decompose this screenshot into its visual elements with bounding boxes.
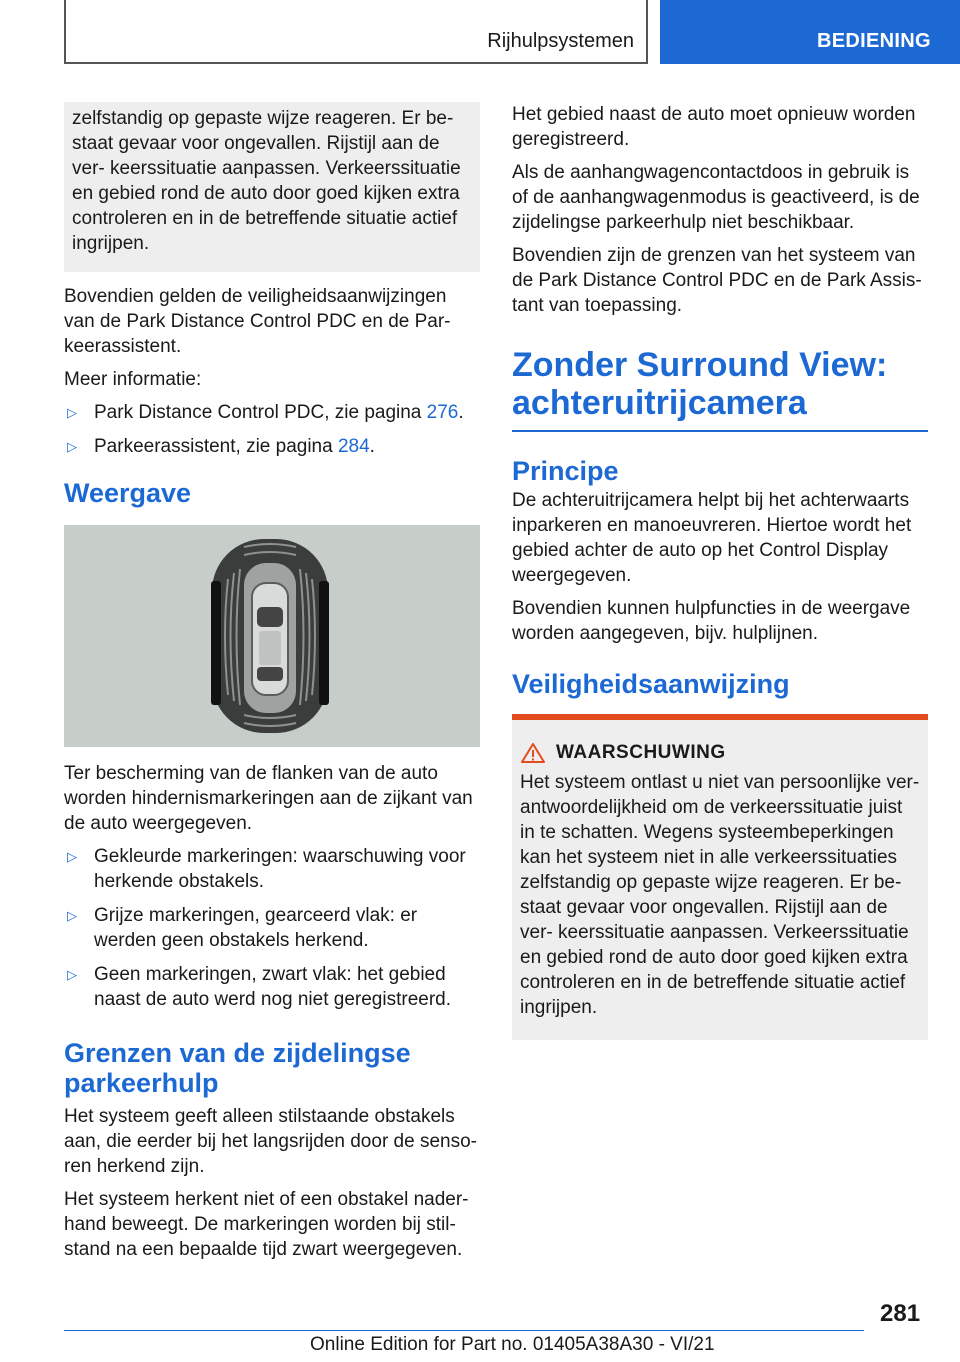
- link-suffix: .: [369, 436, 375, 457]
- weergave-heading: Weergave: [64, 478, 192, 508]
- edition-footer: Online Edition for Part no. 01405A38A30 - VI/21: [310, 1334, 715, 1355]
- page-link-284[interactable]: 284: [337, 436, 370, 457]
- page-link-276[interactable]: 276: [426, 402, 459, 423]
- header-left-frame: [64, 0, 648, 64]
- link-text: Parkeerassistent, zie pagina: [94, 436, 338, 457]
- more-info-list: [64, 400, 480, 459]
- more-info-label: Meer informatie:: [64, 369, 202, 390]
- list-item: [64, 844, 480, 894]
- chapter-title: Rijhulpsystemen: [487, 30, 634, 52]
- warning-text: Het systeem ontlast u niet van persoonlijke ver‐ antwoordelijkheid om de verkeerssituatie juist in te schatten. Wegens systeembeperkingen kan het systeem niet in alle verkeerssituaties zelfstandig op gepaste wijze reageren. Er be‐ staat gevaar voor ongevallen. Rijstijl aan de ver‐ keerssituatie aanpassen. Verkeerssituatie en gebied rond de auto door goed kijken extra controleren en in de betreffende situatie actief ingrijpen.: [520, 772, 920, 1018]
- link-text: Park Distance Control PDC, zie pagina: [94, 402, 427, 423]
- triangle-bullet-icon: ▷: [67, 405, 77, 420]
- warning-header: [520, 742, 920, 764]
- weergave-paragraph: Ter bescherming van de flanken van de auto worden hindernismarkeringen aan de zijkant van de auto weergegeven.: [64, 763, 473, 834]
- footer-divider: [64, 1330, 864, 1331]
- triangle-bullet-icon: ▷: [67, 908, 77, 923]
- grenzen-paragraph-1: Het systeem geeft alleen stilstaande obstakels aan, die eerder bij het langsrijden door de senso‐ ren herkend zijn.: [64, 1106, 477, 1177]
- list-item-text: Grijze markeringen, gearceerd vlak: er werden geen obstakels herkend.: [94, 905, 418, 951]
- warning-triangle-icon: [520, 742, 546, 764]
- principe-paragraph-1: De achteruitrijcamera helpt bij het achterwaarts inparkeren en manoeuvreren. Hiertoe wordt het gebied achter de auto op het Control Display weergegeven.: [512, 490, 912, 586]
- warning-continuation-text: zelfstandig op gepaste wijze reageren. Er be‐ staat gevaar voor ongevallen. Rijstijl aan de ver‐ keerssituatie aanpassen. Verkeerssituatie en gebied rond de auto door goed kijken extra controleren en in de betreffende situatie actief ingrijpen.: [72, 108, 461, 254]
- grenzen-paragraph-2: Het systeem herkent niet of een obstakel nader‐ hand beweegt. De markeringen worden bij stil‐ stand na een bepaalde tijd zwart weergegeven.: [64, 1189, 469, 1260]
- warning-continuation-box: [64, 102, 480, 272]
- triangle-bullet-icon: ▷: [67, 967, 77, 982]
- parking-assist-illustration: [64, 525, 480, 747]
- list-item: [64, 962, 480, 1012]
- warning-title: WAARSCHUWING: [556, 742, 726, 763]
- list-item: [64, 903, 480, 953]
- car-top-view-image: [64, 525, 480, 747]
- right-paragraph-2: Als de aanhangwagencontactdoos in gebruik is of de aanhangwagenmodus is geactiveerd, is de zijdelingse parkeerhulp niet beschikbaar.: [512, 162, 920, 233]
- left-column: [64, 102, 480, 1270]
- right-paragraph-1: Het gebied naast de auto moet opnieuw worden geregistreerd.: [512, 104, 916, 150]
- safety-paragraph: Bovendien gelden de veiligheidsaanwijzingen van de Park Distance Control PDC en de Par‐ keerassistent.: [64, 286, 451, 357]
- marking-list: [64, 844, 480, 1012]
- right-column: [512, 102, 928, 1040]
- warning-box: [512, 714, 928, 1040]
- main-heading: Zonder Surround View: achteruitrijcamera: [512, 346, 928, 432]
- page-number: 281: [880, 1300, 921, 1327]
- right-paragraph-3: Bovendien zijn de grenzen van het systeem van de Park Distance Control PDC en de Park Assis‐ tant van toepassing.: [512, 245, 922, 316]
- section-tab[interactable]: [660, 0, 960, 64]
- list-item: [64, 434, 480, 459]
- triangle-bullet-icon: ▷: [67, 439, 77, 454]
- list-item-text: Gekleurde markeringen: waarschuwing voor herkende obstakels.: [94, 846, 466, 892]
- grenzen-heading: Grenzen van de zijdelingse parkeerhulp: [64, 1038, 411, 1098]
- link-suffix: .: [458, 402, 464, 423]
- section-title: BEDIENING: [817, 30, 931, 52]
- principe-heading: Principe: [512, 456, 619, 486]
- list-item-text: Geen markeringen, zwart vlak: het gebied naast de auto werd nog niet geregistreerd.: [94, 964, 452, 1010]
- principe-paragraph-2: Bovendien kunnen hulpfuncties in de weergave worden aangegeven, bijv. hulplijnen.: [512, 598, 911, 644]
- veiligheid-heading: Veiligheidsaanwijzing: [512, 669, 790, 699]
- triangle-bullet-icon: ▷: [67, 849, 77, 864]
- list-item: [64, 400, 480, 425]
